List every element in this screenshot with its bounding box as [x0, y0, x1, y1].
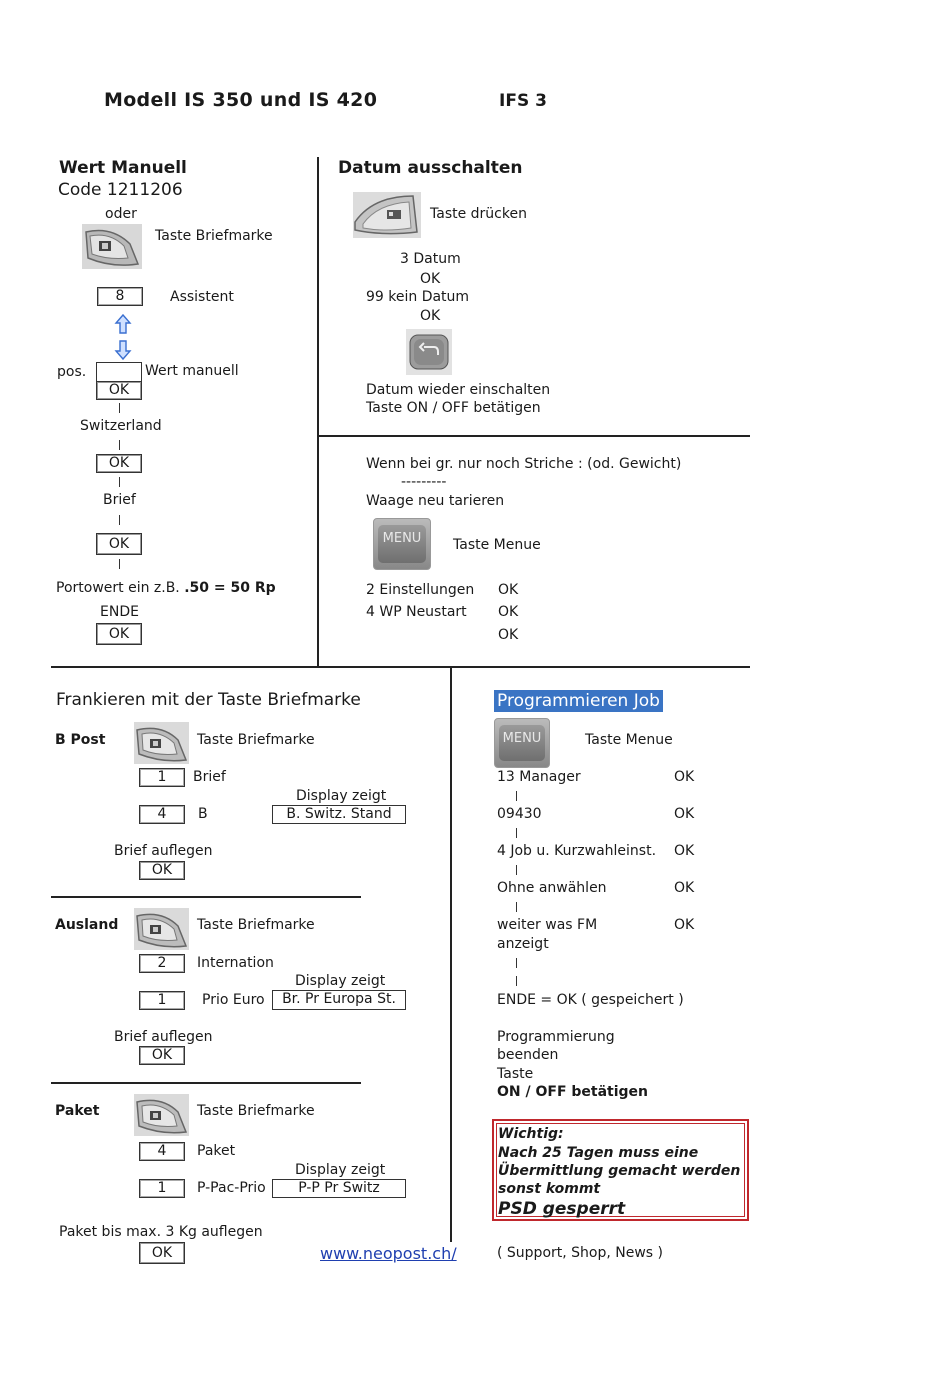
menu-key[interactable]: MENU [494, 718, 550, 768]
key-1[interactable]: 1 [139, 768, 185, 787]
connector [119, 559, 120, 569]
frank-title: Frankieren mit der Taste Briefmarke [56, 690, 361, 710]
value-input[interactable] [96, 362, 142, 382]
display-zeigt-label: Display zeigt [296, 788, 387, 804]
wert-portowert: Portowert ein z.B. .50 = 50 Rp [56, 580, 276, 596]
waage-r1b: OK [498, 582, 519, 598]
wert-code: Code 1211206 [58, 180, 183, 200]
briefmarke-key-icon[interactable] [134, 722, 189, 764]
wert-taste-briefmarke: Taste Briefmarke [155, 228, 273, 244]
ausland-brief-auflegen: Brief auflegen [114, 1029, 213, 1045]
divider-datum [319, 435, 750, 437]
job-ok: OK [674, 917, 695, 933]
wert-assistent: Assistent [170, 289, 234, 305]
warning-line2: Nach 25 Tagen muss eine [498, 1145, 699, 1161]
display-zeigt-label: Display zeigt [295, 973, 386, 989]
warning-box [492, 1119, 749, 1221]
datum-wieder2: Taste ON / OFF betätigen [366, 400, 541, 416]
connector [516, 828, 517, 838]
connector [516, 976, 517, 986]
datum-taste-druecken: Taste drücken [430, 206, 527, 222]
bpost-brief-auflegen: Brief auflegen [114, 843, 213, 859]
wert-oder: oder [105, 206, 137, 222]
ausland-taste: Taste Briefmarke [197, 917, 315, 933]
waage-line1: Wenn bei gr. nur noch Striche : (od. Gewicht) [366, 456, 682, 472]
ok-button[interactable]: OK [96, 381, 142, 400]
key-8[interactable]: 8 [97, 287, 143, 306]
job-step5a: weiter was FM [497, 917, 598, 933]
divider-ausland [51, 1082, 361, 1084]
key-4[interactable]: 4 [139, 805, 185, 824]
bpost-taste: Taste Briefmarke [197, 732, 315, 748]
wert-wert-manuell: Wert manuell [145, 363, 239, 379]
divider-bpost [51, 896, 361, 898]
connector [516, 865, 517, 875]
wert-pos: pos. [57, 364, 87, 380]
waage-line2: Waage neu tarieren [366, 493, 505, 509]
briefmarke-key-icon[interactable] [134, 908, 189, 950]
job-step1: 13 Manager [497, 769, 581, 785]
datum-line1: 3 Datum [400, 251, 461, 267]
paket-max: Paket bis max. 3 Kg auflegen [59, 1224, 263, 1240]
ok-button[interactable]: OK [96, 623, 142, 645]
up-down-arrow-icon [114, 313, 132, 361]
warning-line5: PSD gesperrt [498, 1199, 626, 1219]
briefmarke-key-icon[interactable] [134, 1094, 189, 1136]
paket-ppac: P-Pac-Prio [197, 1180, 266, 1196]
job-ok: OK [674, 769, 695, 785]
wert-title: Wert Manuell [59, 158, 187, 178]
warning-line1: Wichtig: [498, 1126, 564, 1142]
bpost-b: B [198, 806, 208, 822]
waage-r3b: OK [498, 627, 519, 643]
ausland-prio-euro: Prio Euro [202, 992, 265, 1008]
job-ende: ENDE = OK ( gespeichert ) [497, 992, 684, 1008]
wert-switzerland: Switzerland [80, 418, 162, 434]
wert-brief: Brief [103, 492, 136, 508]
connector [516, 791, 517, 801]
ausland-label: Ausland [55, 917, 119, 933]
connector [119, 477, 120, 487]
job-p3: Taste [497, 1066, 534, 1082]
ok-button[interactable]: OK [139, 861, 185, 880]
job-p2: beenden [497, 1047, 559, 1063]
display-pp: P-P Pr Switz [272, 1179, 406, 1198]
divider-vertical-top [317, 157, 319, 667]
divider-vertical-bottom [450, 666, 452, 1242]
neopost-link[interactable]: www.neopost.ch/ [320, 1244, 457, 1263]
connector [119, 515, 120, 525]
waage-r1a: 2 Einstellungen [366, 582, 475, 598]
datum-line3: 99 kein Datum [366, 289, 470, 305]
datum-line2: OK [420, 271, 441, 287]
paket-label: Paket [55, 1103, 100, 1119]
job-title: Programmieren Job [494, 690, 663, 712]
ausland-internation: Internation [197, 955, 274, 971]
connector [516, 902, 517, 912]
display-europa: Br. Pr Europa St. [272, 990, 406, 1010]
ok-button[interactable]: OK [96, 533, 142, 555]
bpost-label: B Post [55, 732, 106, 748]
connector [516, 958, 517, 968]
key-1[interactable]: 1 [139, 991, 185, 1010]
datum-key-icon[interactable] [353, 192, 421, 238]
job-step5b: anzeigt [497, 936, 549, 952]
waage-r2b: OK [498, 604, 519, 620]
datum-wieder1: Datum wieder einschalten [366, 382, 551, 398]
page-title: Modell IS 350 und IS 420 [104, 89, 378, 111]
key-4[interactable]: 4 [139, 1142, 185, 1161]
datum-line4: OK [420, 308, 441, 324]
job-step3: 4 Job u. Kurzwahleinst. [497, 843, 657, 859]
ok-button[interactable]: OK [96, 454, 142, 473]
job-step4: Ohne anwählen [497, 880, 607, 896]
waage-dashes: --------- [401, 474, 447, 490]
wert-ende: ENDE [100, 604, 139, 620]
bpost-brief: Brief [193, 769, 226, 785]
briefmarke-key-icon[interactable] [82, 224, 142, 269]
job-p4: ON / OFF betätigen [497, 1084, 649, 1100]
job-ok: OK [674, 880, 695, 896]
display-zeigt-label: Display zeigt [295, 1162, 386, 1178]
paket-paket: Paket [197, 1143, 236, 1159]
warning-line3: Übermittlung gemacht werden [498, 1163, 741, 1179]
menu-key[interactable]: MENU [373, 518, 431, 570]
connector [119, 403, 120, 413]
footer-support: ( Support, Shop, News ) [497, 1245, 664, 1261]
job-p1: Programmierung [497, 1029, 615, 1045]
ok-button[interactable]: OK [139, 1046, 185, 1065]
page-subtitle: IFS 3 [499, 91, 547, 111]
datum-title: Datum ausschalten [338, 158, 523, 178]
key-1[interactable]: 1 [139, 1179, 185, 1198]
ok-button[interactable]: OK [139, 1242, 185, 1264]
paket-taste: Taste Briefmarke [197, 1103, 315, 1119]
job-ok: OK [674, 843, 695, 859]
back-key-icon[interactable] [406, 329, 452, 375]
display-b-switz: B. Switz. Stand [272, 805, 406, 824]
waage-r2a: 4 WP Neustart [366, 604, 467, 620]
job-ok: OK [674, 806, 695, 822]
connector [119, 440, 120, 450]
job-taste-menue: Taste Menue [585, 732, 673, 748]
divider-main [51, 666, 750, 668]
key-2[interactable]: 2 [139, 954, 185, 973]
job-step2: 09430 [497, 806, 542, 822]
waage-taste-menue: Taste Menue [453, 537, 541, 553]
warning-line4: sonst kommt [498, 1181, 601, 1197]
